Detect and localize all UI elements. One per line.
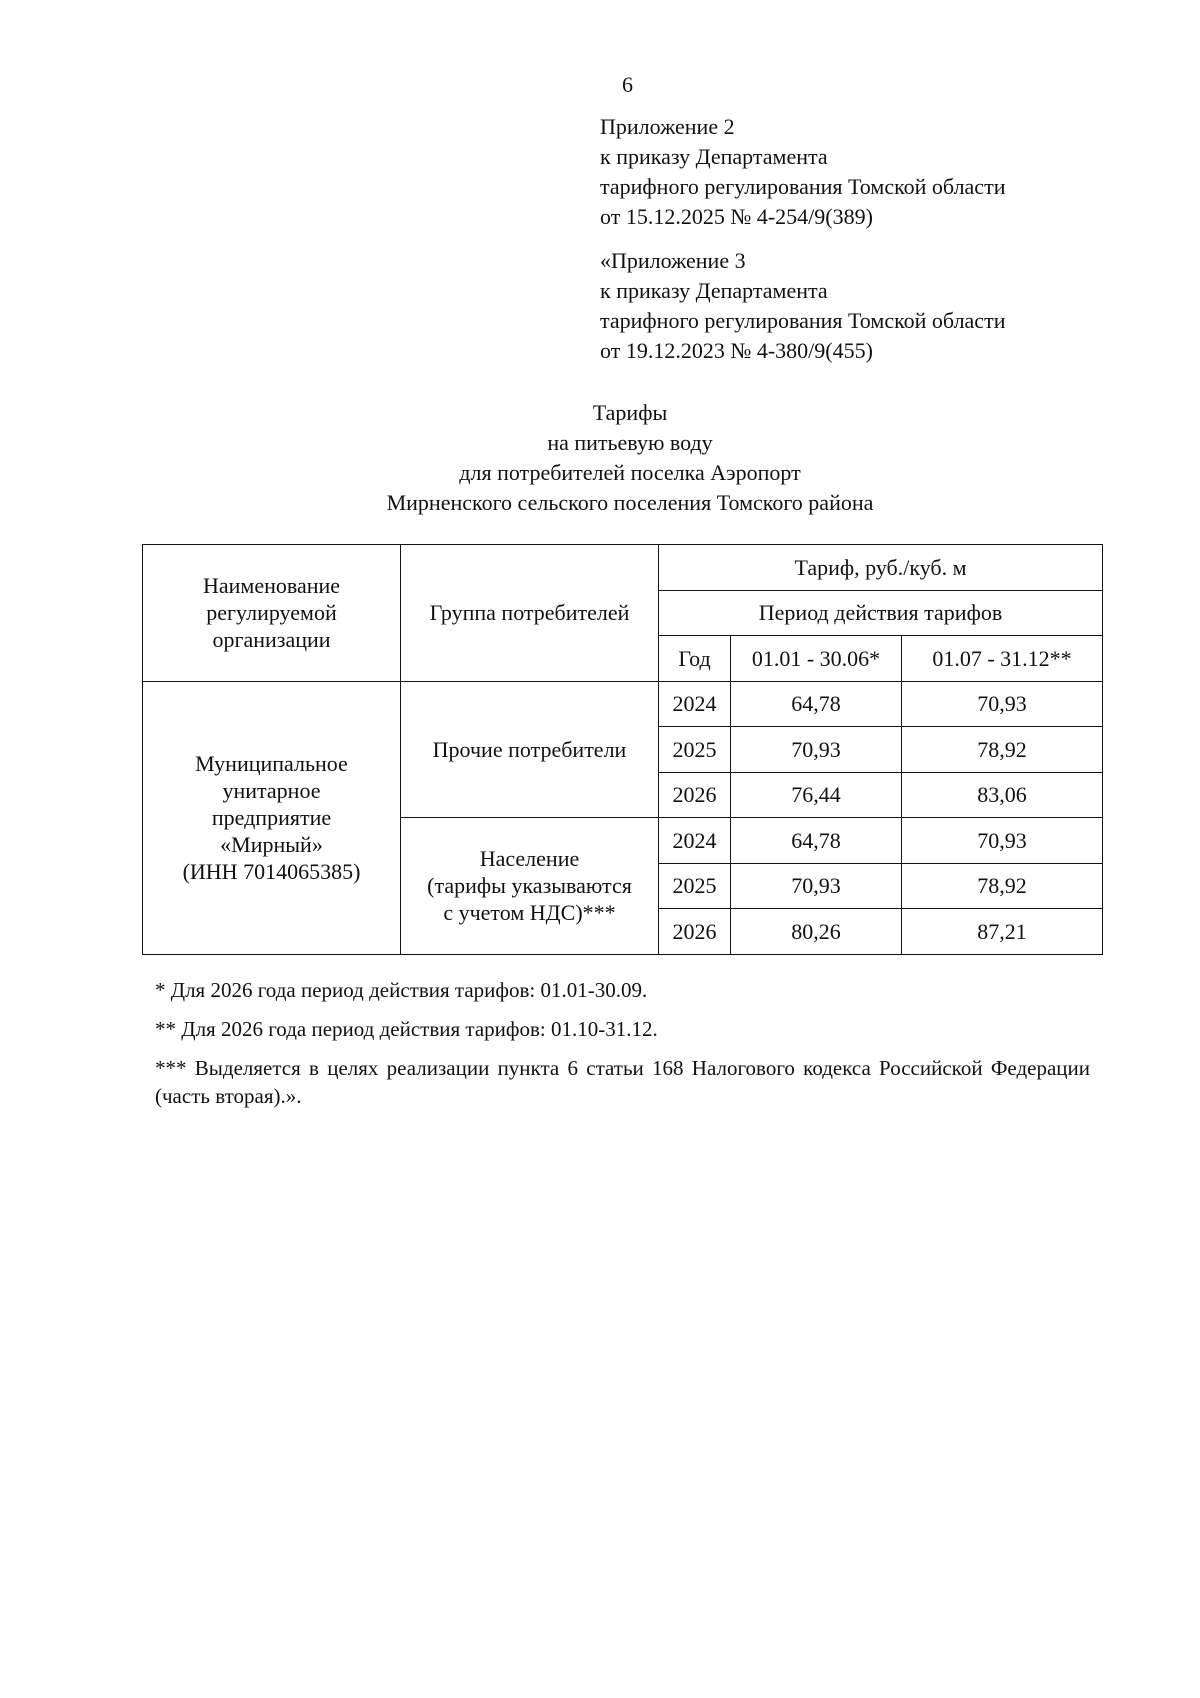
header-tariff: Тариф, руб./куб. м bbox=[659, 545, 1103, 591]
footnote: ** Для 2026 года период действия тарифов: 01.10-31.12. bbox=[155, 1017, 658, 1041]
consumer-group-line: (тарифы указываются bbox=[427, 873, 632, 899]
title-line: для потребителей поселка Аэропорт bbox=[459, 460, 801, 485]
table-row bbox=[143, 681, 1103, 727]
organization-line: Муниципальное bbox=[195, 751, 348, 776]
consumer-group-cell bbox=[401, 681, 659, 818]
tariff-cell-period-1: 70,93 bbox=[731, 863, 902, 909]
document-title bbox=[130, 398, 1130, 518]
appendix-amended-header bbox=[600, 246, 1120, 366]
tariff-cell-period-2: 70,93 bbox=[902, 681, 1103, 727]
header-period: Период действия тарифов bbox=[659, 590, 1103, 636]
tariff-cell-period-1: 76,44 bbox=[731, 772, 902, 818]
appendix-current-header bbox=[600, 112, 1120, 232]
page-number: 6 bbox=[622, 72, 633, 97]
appendix-line: от 15.12.2025 № 4-254/9(389) bbox=[600, 204, 873, 229]
tariff-cell-period-1: 64,78 bbox=[731, 681, 902, 727]
footnote: * Для 2026 года период действия тарифов: 01.01-30.09. bbox=[155, 978, 648, 1002]
appendix-line: к приказу Департамента bbox=[600, 144, 828, 169]
tariff-cell-period-1: 70,93 bbox=[731, 727, 902, 773]
year-cell: 2025 bbox=[659, 727, 731, 773]
footnotes bbox=[155, 976, 1090, 1121]
year-cell: 2026 bbox=[659, 772, 731, 818]
title-line: Мирненского сельского поселения Томского района bbox=[386, 490, 874, 515]
tariff-cell-period-2: 83,06 bbox=[902, 772, 1103, 818]
consumer-group-line: с учетом НДС)*** bbox=[443, 900, 616, 926]
header-period-1: 01.01 - 30.06* bbox=[731, 636, 902, 682]
consumer-group-line: Прочие потребители bbox=[432, 736, 627, 762]
table-header-row bbox=[143, 545, 1103, 591]
footnote: *** Выделяется в целях реализации пункта 6 статьи 168 Налогового кодекса Российской Федерации (часть вторая).». bbox=[155, 1056, 1090, 1108]
appendix-line: тарифного регулирования Томской области bbox=[600, 174, 1006, 199]
tariff-table bbox=[142, 544, 1103, 955]
tariff-cell-period-2: 78,92 bbox=[902, 863, 1103, 909]
tariff-cell-period-2: 87,21 bbox=[902, 909, 1103, 955]
year-cell: 2026 bbox=[659, 909, 731, 955]
header-organization bbox=[143, 545, 401, 682]
organization-line: «Мирный» bbox=[220, 832, 323, 857]
title-line: на питьевую воду bbox=[547, 430, 713, 455]
year-cell: 2025 bbox=[659, 863, 731, 909]
consumer-group-cell bbox=[401, 818, 659, 955]
organization-line: унитарное bbox=[222, 778, 321, 803]
header-organization-label: Наименование регулируемой организации bbox=[202, 573, 341, 653]
appendix-line: «Приложение 3 bbox=[600, 248, 746, 273]
tariff-cell-period-1: 80,26 bbox=[731, 909, 902, 955]
organization-line: (ИНН 7014065385) bbox=[182, 859, 361, 884]
organization-cell bbox=[143, 681, 401, 954]
appendix-line: от 19.12.2023 № 4-380/9(455) bbox=[600, 338, 873, 363]
appendix-line: к приказу Департамента bbox=[600, 278, 828, 303]
header-year: Год bbox=[659, 636, 731, 682]
header-period-2: 01.07 - 31.12** bbox=[902, 636, 1103, 682]
year-cell: 2024 bbox=[659, 681, 731, 727]
organization-line: предприятие bbox=[211, 805, 332, 830]
year-cell: 2024 bbox=[659, 818, 731, 864]
tariff-cell-period-1: 64,78 bbox=[731, 818, 902, 864]
consumer-group-line: Население bbox=[479, 846, 580, 872]
tariff-cell-period-2: 78,92 bbox=[902, 727, 1103, 773]
appendix-line: тарифного регулирования Томской области bbox=[600, 308, 1006, 333]
title-line: Тарифы bbox=[592, 400, 668, 425]
tariff-cell-period-2: 70,93 bbox=[902, 818, 1103, 864]
appendix-line: Приложение 2 bbox=[600, 114, 735, 139]
header-consumer-group: Группа потребителей bbox=[401, 545, 659, 682]
